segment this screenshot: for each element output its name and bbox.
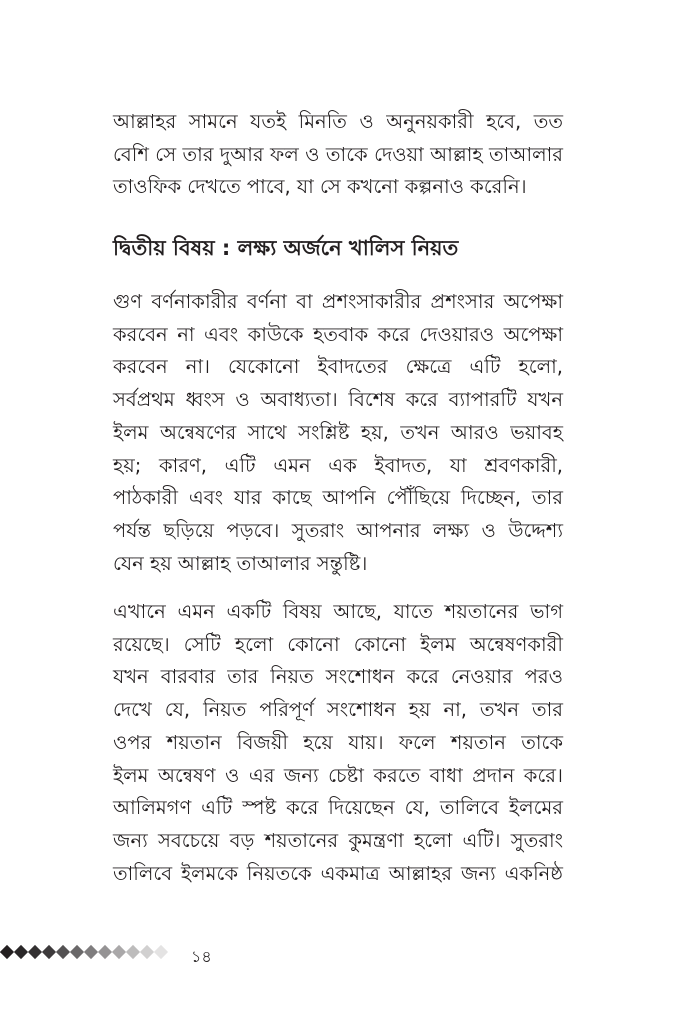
- text-line: আল্লাহর সামনে যতই মিনতি ও অনুনয়কারী হবে, তত: [113, 110, 563, 133]
- text-line: করবেন না এবং কাউকে হতবাক করে দেওয়ারও অপেক্ষা: [113, 322, 563, 346]
- page-number: ১৪: [191, 947, 212, 966]
- text-line: রয়েছে। সেটি হলো কোনো কোনো ইলম অন্বেষণকারী: [113, 632, 563, 656]
- diamond-ornament-icon: [0, 945, 170, 961]
- diamond-icon: [112, 945, 126, 959]
- text-line: ইলম অন্বেষণের সাথে সংশ্লিষ্ট হয়, তখন আরও ভয়াবহ: [113, 420, 563, 444]
- section-heading: দ্বিতীয় বিষয় : লক্ষ্য অর্জনে খালিস নিয়ত: [113, 236, 459, 260]
- text-line: জন্য সবচেয়ে বড় শয়তানের কুমন্ত্রণা হলো এটি। সুতরাং: [113, 828, 563, 852]
- diamond-icon: [70, 945, 84, 959]
- paragraph-body-2: [113, 596, 563, 890]
- text-line: দেখে যে, নিয়ত পরিপূর্ণ সংশোধন হয় না, তখন তার: [113, 698, 563, 722]
- text-line: যেন হয় আল্লাহ তাআলার সন্তুষ্টি।: [113, 551, 368, 575]
- diamond-icon: [28, 945, 42, 959]
- diamond-icon: [42, 945, 56, 959]
- diamond-icon: [154, 945, 168, 959]
- text-line: ওপর শয়তান বিজয়ী হয়ে যায়। ফলে শয়তান তাকে: [113, 730, 563, 754]
- text-line: এখানে এমন একটি বিষয় আছে, যাতে শয়তানের ভাগ: [113, 600, 563, 623]
- text-line: বেশি সে তার দুআর ফল ও তাকে দেওয়া আল্লাহ তাআলার: [113, 142, 563, 166]
- text-line: গুণ বর্ণনাকারীর বর্ণনা বা প্রশংসাকারীর প্রশংসার অপেক্ষা: [113, 290, 563, 313]
- text-line: হয়; কারণ, এটি এমন এক ইবাদত, যা শ্রবণকারী,: [113, 453, 563, 477]
- text-line: করবেন না। যেকোনো ইবাদতের ক্ষেত্রে এটি হলো,: [113, 355, 563, 379]
- text-line: তালিবে ইলমকে নিয়তকে একমাত্র আল্লাহর জন্য একনিষ্ঠ: [113, 861, 563, 885]
- text-line: পাঠকারী এবং যার কাছে আপনি পৌঁছিয়ে দিচ্ছেন, তার: [113, 486, 563, 510]
- text-line: যখন বারবার তার নিয়ত সংশোধন করে নেওয়ার পরও: [113, 665, 563, 689]
- diamond-icon: [56, 945, 70, 959]
- diamond-icon: [140, 945, 154, 959]
- diamond-icon: [0, 945, 14, 959]
- text-line: আলিমগণ এটি স্পষ্ট করে দিয়েছেন যে, তালিবে ইলমের: [113, 796, 563, 820]
- text-line: তাওফিক দেখতে পাবে, যা সে কখনো কল্পনাও করেনি।: [113, 175, 527, 199]
- diamond-icon: [98, 945, 112, 959]
- diamond-icon: [126, 945, 140, 959]
- diamond-icon: [84, 945, 98, 959]
- paragraph-body-1: [113, 286, 563, 580]
- text-line: সর্বপ্রথম ধ্বংস ও অবাধ্যতা। বিশেষ করে ব্যাপারটি যখন: [113, 388, 563, 412]
- text-line: ইলম অন্বেষণ ও এর জন্য চেষ্টা করতে বাধা প্রদান করে।: [113, 763, 563, 787]
- diamond-icon: [14, 945, 28, 959]
- text-line: পর্যন্ত ছড়িয়ে পড়বে। সুতরাং আপনার লক্ষ্য ও উদ্দেশ্য: [113, 518, 563, 542]
- paragraph-intro: [113, 106, 563, 204]
